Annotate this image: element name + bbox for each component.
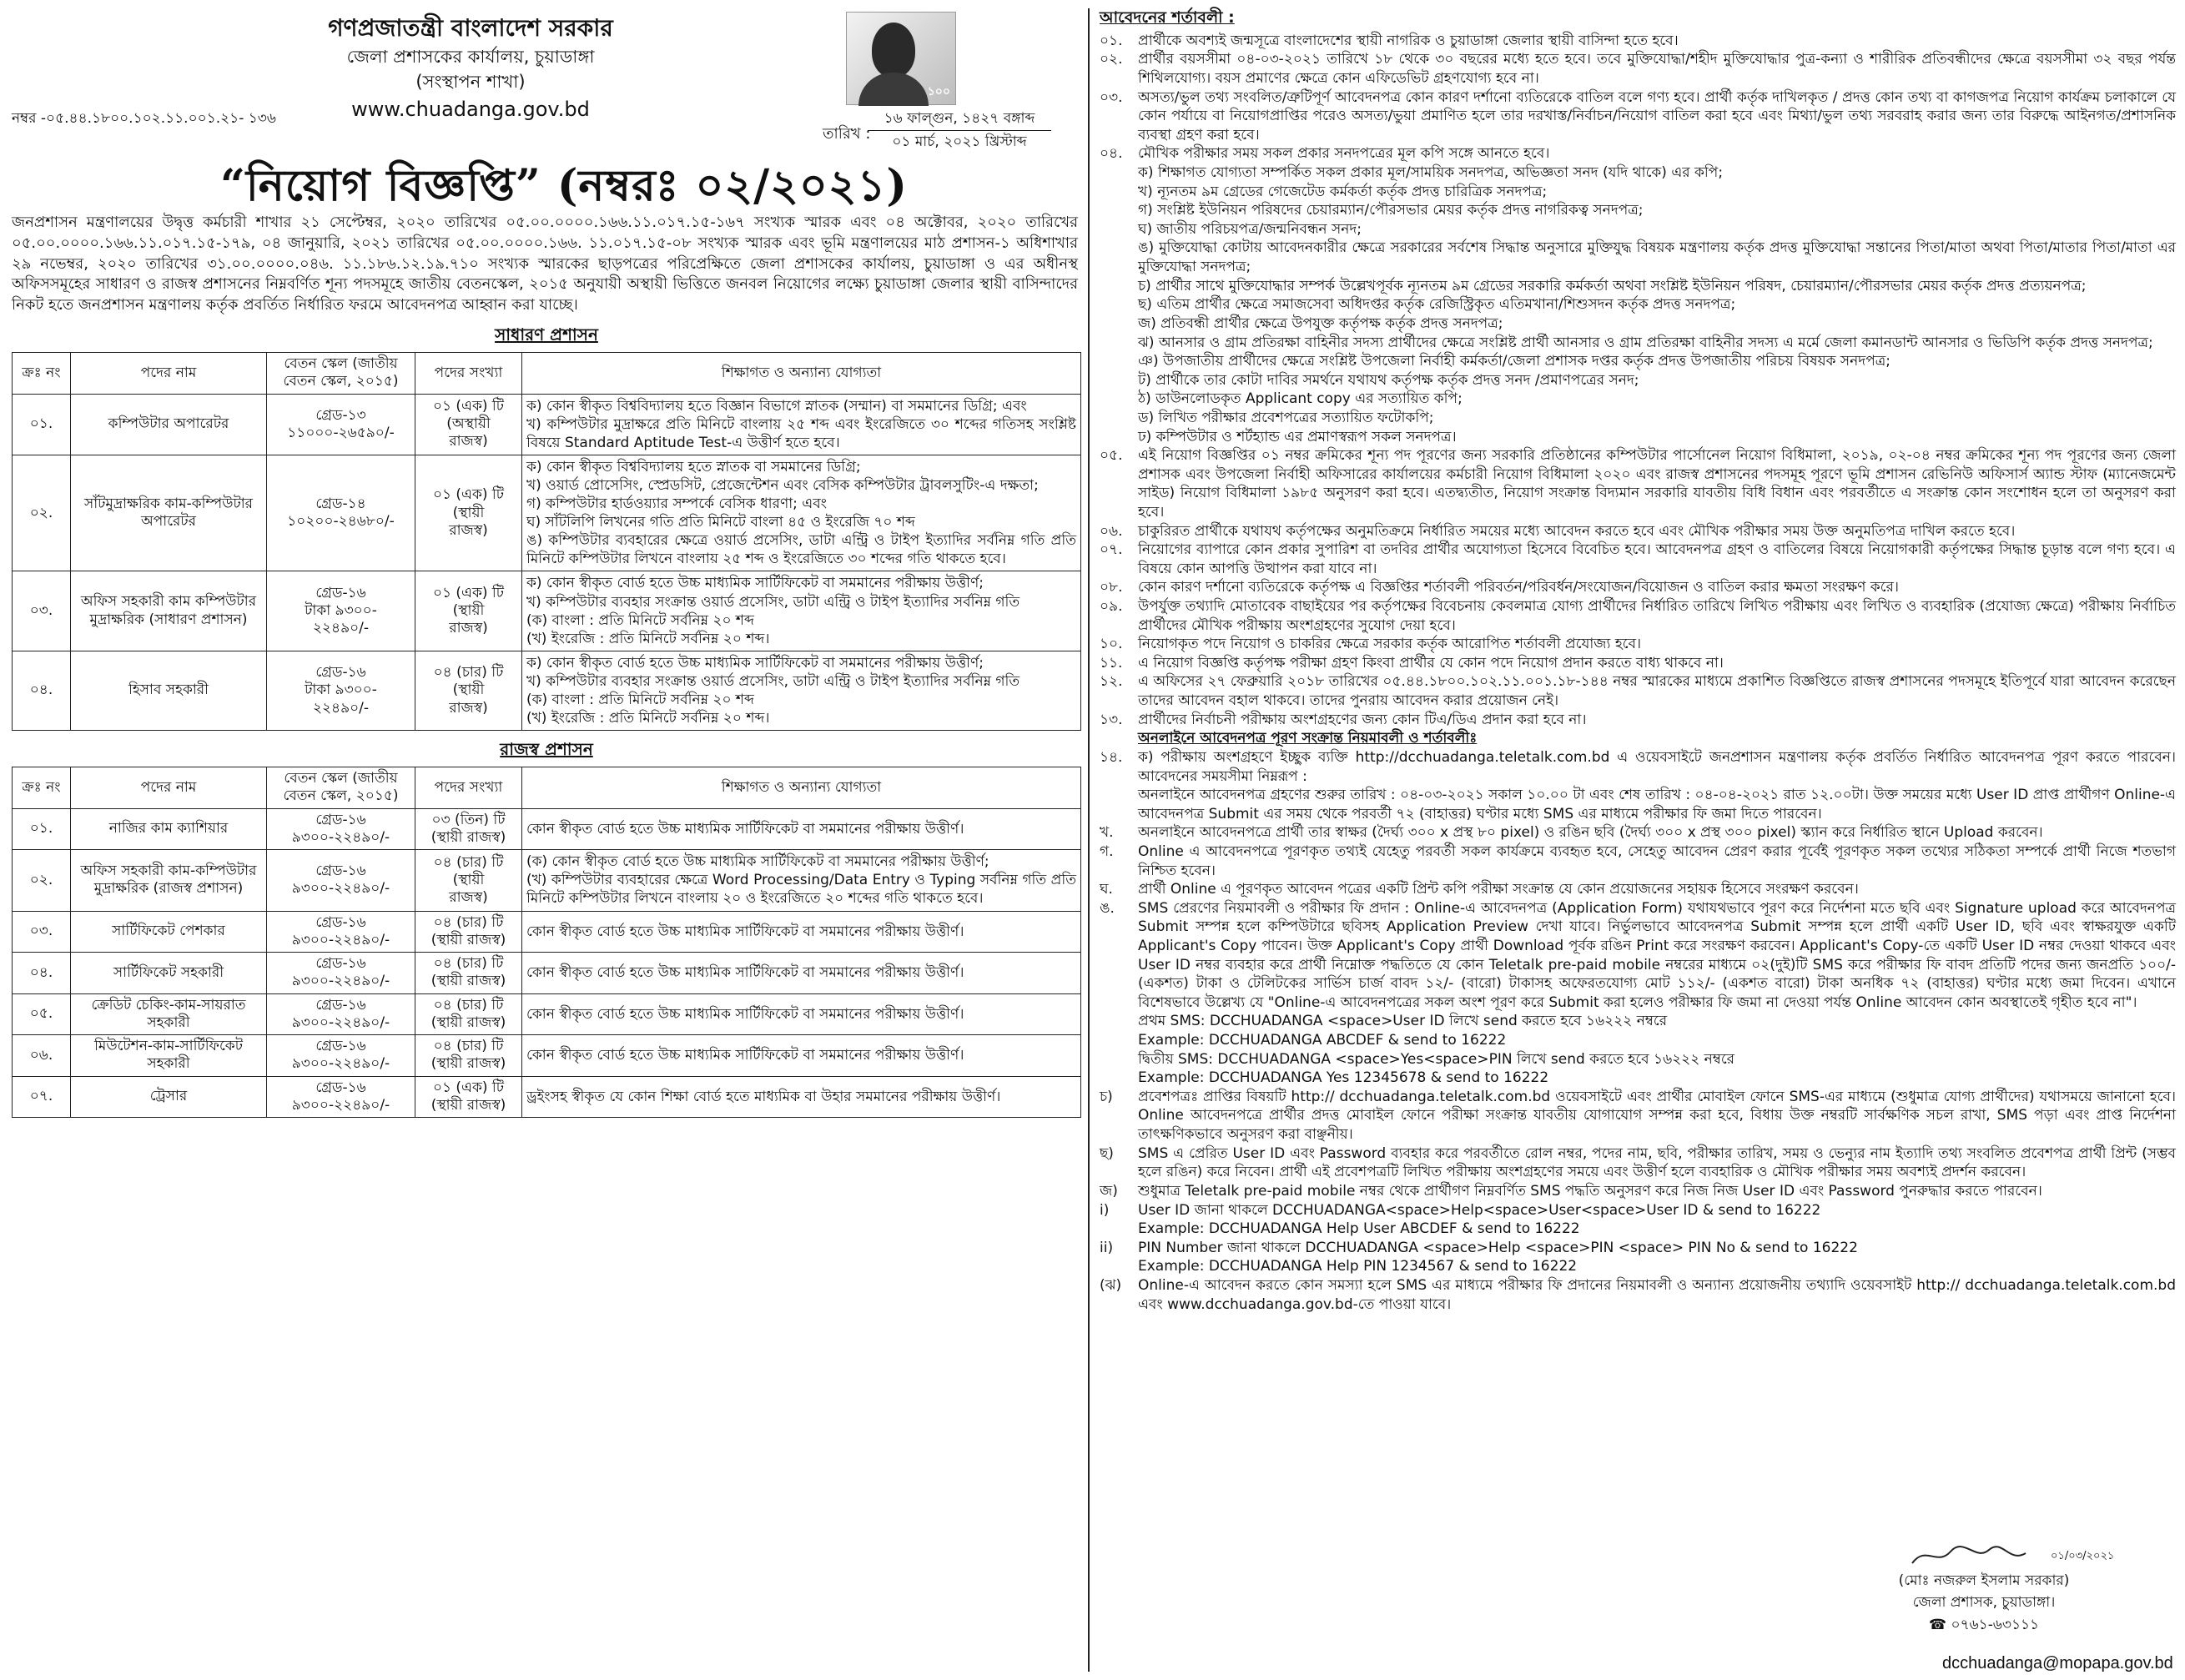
qualification-cell: (ক) কোন স্বীকৃত বোর্ড হতে উচ্চ মাধ্যমিক সার্টিফিকেট বা সমমানের পরীক্ষায় উত্তীর্ণ; (খ) কম্পিউটার ব্যবহারের ক্ষেত্রে Word Processing/Data Entry ও Typing সর্বনিম্ন গতি প্রতি মিনিটে কম্পিউটার লিখনে বাংলায় ২০ ও ইংরেজিতে ২০ শব্দের গতি থাকতে হবে। (522, 850, 1081, 911)
online-title: অনলাইনে আবেদনপত্র পূরণ সংক্রান্ত নিয়মাবলী ও শর্তাবলীঃ (1138, 730, 1478, 747)
section-title-general: সাধারণ প্রশাসন (495, 324, 598, 345)
qualification-cell: কোন স্বীকৃত বোর্ড হতে উচ্চ মাধ্যমিক সার্টিফিকেট বা সমমানের পরীক্ষায় উত্তীর্ণ। (522, 808, 1081, 850)
item-text: উপর্যুক্ত তথ্যাদি মোতাবেক বাছাইয়ের পর কর্তৃপক্ষের বিবেচনায় কেবলমাত্র যোগ্য প্রার্থীদের নির্ধারিত তারিখে লিখিত পরীক্ষায় এবং লিখিত ও ব্যবহারিক (প্রযোজ্য ক্ষেত্রে) পরীক্ষায় নির্বাচিত প্রার্থীদের মৌখিক পরীক্ষায় অংশগ্রহণের সুযোগ দেয়া হবে। (1138, 598, 2176, 634)
post-count-cell: ০১ (এক) টি (স্থায়ী রাজস্ব) (415, 571, 522, 651)
pay-scale-cell: গ্রেড-১৬ ৯৩০০-২২৪৯০/- (267, 1076, 415, 1118)
item-number: ০৩. (1100, 88, 1123, 106)
table-row (13, 911, 1081, 953)
condition-item (1100, 672, 2176, 710)
item-text: SMS এ প্রেরিত User ID এবং Password ব্যবহার করে পরবর্তীতে রোল নম্বর, পদের নাম, ছবি, পরীক্ষার তারিখ, সময় ও ভেন্যুর নাম ইত্যাদি তথ্য সংবলিত প্রবেশপত্র প্রার্থী প্রিন্ট (সম্ভব হলে রঙিন) করে নিবেন। প্রার্থী এই প্রবেশপত্রটি লিখিত পরীক্ষায় অংশগ্রহণের সময়ে এবং উত্তীর্ণ হলে ব্যবহারিক ও মৌখিক পরীক্ষার সময় অবশ্যই প্রদর্শন করবেন। (1138, 1144, 2176, 1181)
header-serial: ক্রঃ নং (13, 353, 71, 395)
online-rule-item (1100, 880, 2176, 899)
condition-item (1100, 597, 2176, 635)
item-text: প্রবেশপত্রঃ প্রাপ্তির বিষয়টি http:// dcchuadanga.teletalk.com.bd ওয়েবসাইটে এবং প্রার্থীর মোবাইল ফোনে SMS-এর মাধ্যমে (শুধুমাত্র যোগ্য প্রার্থীদের) যথাসময়ে জানানো হবে। Online আবেদনপত্রে প্রার্থীর প্রদত্ত মোবাইল ফোনে পরীক্ষা সংক্রান্ত যাবতীয় যোগাযোগ সম্পন্ন করা হবে, বিধায় উক্ত নম্বরটি সার্বক্ষণিক সচল রাখা, SMS পড়া এবং প্রাপ্ত নির্দেশনা তাৎক্ষণিকভাবে অনুসরণ করা বাঞ্ছনীয়। (1138, 1088, 2176, 1144)
item-number: খ. (1100, 824, 1114, 842)
signatory-title: জেলা প্রশাসক, চুয়াডাঙ্গা। (1912, 1594, 2056, 1612)
header-serial: ক্রঃ নং (13, 767, 71, 809)
pay-scale-cell: গ্রেড-১৬ টাকা ৯৩০০- ২২৪৯০/- (267, 571, 415, 651)
post-count-cell: ০৪ (চার) টি (স্থায়ী রাজস্ব) (415, 911, 522, 953)
post-name-cell: কম্পিউটার অপারেটর (71, 394, 267, 455)
item-number: জ) (1100, 1182, 1118, 1200)
post-name-cell: মিউটেশন-কাম-সার্টিফিকেট সহকারী (71, 1035, 267, 1077)
table-row (13, 953, 1081, 994)
item-text: SMS প্রেরণের নিয়মাবলী ও পরীক্ষার ফি প্রদান : Online-এ আবেদনপত্র (Application Form) যথাযথভাবে পূরণ করে নির্দেশনা মতে ছবি এবং Signature upload করে আবেদনপত্র Submit সম্পন্ন হলে কম্পিউটারে ছবিসহ Application Preview দেখা যাবে। নির্ভুলভাবে আবেদনপত্র Submit সম্পন্ন হলে প্রার্থী একটি User ID, ছবি এবং স্বাক্ষরযুক্ত একটি Applicant's Copy পাবেন। উক্ত Applicant's Copy প্রার্থী Download পূর্বক রঙিন Print করে সংরক্ষণ করবেন। Applicant's Copy-তে একটি User ID নম্বর দেওয়া থাকবে এবং User ID নম্বর ব্যবহার করে প্রার্থী নিম্নোক্ত পদ্ধতিতে যে কোন Teletalk pre-paid mobile নম্বরের মাধ্যমে ০২(দুই)টি SMS করে পরীক্ষার ফি বাবদ প্রতিটি পদের জন্য জনপ্রতি ১০০/- (একশত) টাকা ও টেলিটকের সার্ভিস চার্জ বাবদ ১২/- (বারো) টাকাসহ অফেরতযোগ্য মোট ১১২/- (একশত বারো) টাকা অনধিক ৭২ (বাহাত্তর) ঘণ্টার মধ্যে জমা দিবেন। এখানে বিশেষভাবে উল্লেখ্য যে "Online-এ আবেদনপত্রের সকল অংশ পূরণ করে Submit করা হলেও পরীক্ষার ফি জমা না দেওয়া পর্যন্ত Online আবেদন কোন অবস্থাতেই গৃহীত হবে না"। প্রথম SMS: DCCHUADANGA <space>User ID লিখে send করতে হবে ১৬২২২ নম্বরে Example: DCCHUADANGA ABCDEF & send to 16222 দ্বিতীয় SMS: DCCHUADANGA <space>Yes<space>PIN লিখে send করতে হবে ১৬২২২ নম্বরে Example: DCCHUADANGA Yes 12345678 & send to 16222 (1138, 899, 2176, 1087)
item-text: অসত্য/ভুল তথ্য সংবলিত/ত্রুটিপূর্ণ আবেদনপত্র কোন কারণ দর্শানো ব্যতিরেকে বাতিল বলে গণ্য হবে। প্রার্থী কর্তৃক দাখিলকৃত / প্রদত্ত কোন তথ্য বা কাগজপত্র নিয়োগ কার্যক্রম চলাকালে যে কোন পর্যায়ে বা নিয়োগপ্রাপ্তির পরেও অসত্য/ভুয়া প্রমাণিত হলে তার দরখাস্ত/নির্বাচন/নিয়োগ বাতিল করা হবে এবং মিথ্যা/ভুল তথ্য সরবরাহ করার জন্য তার বিরুদ্ধে আইনগত/প্রশাসনিক ব্যবস্থা গ্রহণ করা হবে। (1138, 88, 2176, 143)
qualification-cell: কোন স্বীকৃত বোর্ড হতে উচ্চ মাধ্যমিক সার্টিফিকেট বা সমমানের পরীক্ষায় উত্তীর্ণ। (522, 1035, 1081, 1077)
page-title: “নিয়োগ বিজ্ঞপ্তি” (নম্বরঃ ০২/২০২১) (220, 160, 908, 211)
condition-item (1100, 50, 2176, 88)
date-english: ০১ মার্চ, ২০২১ খ্রিস্টাব্দ (892, 133, 1027, 151)
qualification-cell: কোন স্বীকৃত বোর্ড হতে উচ্চ মাধ্যমিক সার্টিফিকেট বা সমমানের পরীক্ষায় উত্তীর্ণ। (522, 993, 1081, 1035)
post-name-cell: সাঁটমুদ্রাক্ষরিক কাম-কম্পিউটার অপারেটর (71, 455, 267, 571)
item-number: ০১. (1100, 32, 1123, 49)
serial-cell: ০৪. (13, 953, 71, 994)
header-post: পদের নাম (71, 353, 267, 395)
item-number: ১০. (1100, 636, 1123, 653)
item-text: চাকুরিরত প্রার্থীকে যথাযথ কর্তৃপক্ষের অনুমতিক্রমে নির্ধারিত সময়ের মধ্যে আবেদন করতে হবে এবং মৌখিক পরীক্ষার সময় উক্ত অনুমতিপত্র দাখিল করতে হবে। (1138, 522, 2016, 540)
item-text: প্রার্থী Online এ পূরণকৃত আবেদন পত্রের একটি প্রিন্ট কপি পরীক্ষা সংক্রান্ত যে কোন প্রয়োজনের সহায়ক হিসেবে সংরক্ষণ করবেন। (1138, 881, 1859, 898)
signature-image (1800, 1542, 2167, 1570)
item-number: i) (1100, 1201, 1110, 1219)
item-number: চ) (1100, 1088, 1113, 1105)
item-number: ১২. (1100, 673, 1123, 691)
online-title-row (1100, 729, 2176, 748)
item-text: প্রার্থীর বয়সসীমা ০৪-০৩-২০২১ তারিখে ১৮ থেকে ৩০ বছরের মধ্যে হতে হবে। তবে মুক্তিযোদ্ধা/শহীদ মুক্তিযোদ্ধার পুত্র-কন্যা ও শারীরিক প্রতিবন্ধীদের ক্ষেত্রে বয়সসীমা ৩২ বছর পর্যন্ত শিথিলযোগ্য। বয়স প্রমাণের ক্ষেত্রে কোন এফিডেভিট গ্রহণযোগ্য হবে না। (1138, 51, 2176, 87)
right-column (1100, 8, 2176, 1672)
item-number: গ. (1100, 843, 1114, 860)
post-count-cell: ০৪ (চার) টি (স্থায়ী রাজস্ব) (415, 953, 522, 994)
qualification-cell: ক) কোন স্বীকৃত বোর্ড হতে উচ্চ মাধ্যমিক সার্টিফিকেট বা সমমানের পরীক্ষায় উত্তীর্ণ; খ) কম্পিউটার ব্যবহার সংক্রান্ত ওয়ার্ড প্রসেসিং, ডাটা এন্ট্রি ও টাইপ ইত্যাদির সর্বনিম্ন গতি (ক) বাংলা : প্রতি মিনিটে সর্বনিম্ন ২০ শব্দ (খ) ইংরেজি : প্রতি মিনিটে সর্বনিম্ন ২০ শব্দ। (522, 651, 1081, 730)
pay-scale-cell: গ্রেড-১৬ ৯৩০০-২২৪৯০/- (267, 911, 415, 953)
qualification-cell: ক) কোন স্বীকৃত বিশ্ববিদ্যালয় হতে স্নাতক বা সমমানের ডিগ্রি; খ) ওয়ার্ড প্রোসেসিং, স্প্রেডসিট, প্রেজেন্টেশন এবং বেসিক কম্পিউটার ট্রাবলসুটিং-এ দক্ষতা; গ) কম্পিউটার হার্ডওয়্যার সম্পর্কে বেসিক ধারণা; এবং ঘ) সাঁটলিপি লিখনের গতি প্রতি মিনিটে বাংলা ৪৫ ও ইংরেজি ৭০ শব্দ ঙ) কম্পিউটার ব্যবহারের ক্ষেত্রে ওয়ার্ড প্রসেসিং, ডাটা এন্ট্রি ও টাইপ ইত্যাদির সর্বনিম্ন গতি প্রতি মিনিটে কম্পিউটার লিখনে বাংলায় ২৫ শব্দ ও ইংরেজিতে ৩০ শব্দের গতি থাকতে হবে। (522, 455, 1081, 571)
serial-cell: ০৪. (13, 651, 71, 730)
item-number: ঘ. (1100, 881, 1113, 898)
header (12, 8, 1081, 211)
serial-cell: ০১. (13, 808, 71, 850)
post-count-cell: ০৪ (চার) টি (স্থায়ী রাজস্ব) (415, 850, 522, 911)
section-title-revenue: রাজস্ব প্রশাসন (500, 739, 593, 760)
item-text: কোন কারণ দর্শানো ব্যতিরেকে কর্তৃপক্ষ এ বিজ্ঞপ্তির শর্তাবলী পরিবর্তন/পরিবর্ধন/সংযোজন/বিয়োজন ও বাতিল করার ক্ষমতা সংরক্ষণ করে। (1138, 579, 1899, 596)
condition-item (1100, 541, 2176, 578)
item-number: ০২. (1100, 51, 1123, 68)
condition-item (1100, 446, 2176, 521)
serial-cell: ০৫. (13, 993, 71, 1035)
item-text: শুধুমাত্র Teletalk pre-paid mobile নম্বর থেকে প্রার্থীগণ নিম্নবর্ণিত SMS পদ্ধতি অনুসরণ করে নিজ নিজ User ID এবং Password পুনরুদ্ধার করতে পারবেন। (1138, 1182, 2042, 1200)
post-count-cell: ০১ (এক) টি (স্থায়ী রাজস্ব) (415, 1076, 522, 1118)
post-count-cell: ০৪ (চার) টি (স্থায়ী রাজস্ব) (415, 651, 522, 730)
pay-scale-cell: গ্রেড-১৬ টাকা ৯৩০০- ২২৪৯০/- (267, 651, 415, 730)
website-link[interactable]: www.chuadanga.gov.bd (351, 97, 590, 121)
item-text: প্রার্থীদের নির্বাচনী পরীক্ষায় অংশগ্রহণের জন্য কোন টিএ/ডিএ প্রদান করা হবে না। (1138, 711, 1587, 728)
qualification-cell: ক) কোন স্বীকৃত বোর্ড হতে উচ্চ মাধ্যমিক সার্টিফিকেট বা সমমানের পরীক্ষায় উত্তীর্ণ; খ) কম্পিউটার ব্যবহার সংক্রান্ত ওয়ার্ড প্রসেসিং, ডাটা এন্ট্রি ও টাইপ ইত্যাদির সর্বনিম্ন গতি (ক) বাংলা : প্রতি মিনিটে সর্বনিম্ন ২০ শব্দ (খ) ইংরেজি : প্রতি মিনিটে সর্বনিম্ন ২০ শব্দ। (522, 571, 1081, 651)
pay-scale-cell: গ্রেড-১৬ ৯৩০০-২২৪৯০/- (267, 1035, 415, 1077)
table-row (13, 1076, 1081, 1118)
online-rule-item (1100, 1182, 2176, 1201)
pay-scale-cell: গ্রেড-১৬ ৯৩০০-২২৪৯০/- (267, 953, 415, 994)
item-number: ১১. (1100, 654, 1123, 671)
item-text: মৌখিক পরীক্ষার সময় সকল প্রকার সনদপত্রের মূল কপি সঙ্গে আনতে হবে। ক) শিক্ষাগত যোগ্যতা সম্পর্কিত সকল প্রকার মূল/সাময়িক সনদপত্র, অভিজ্ঞতা সনদ (যদি থাকে) এর কপি; খ) ন্যূনতম ৯ম গ্রেডের গেজেটেড কর্মকর্তা কর্তৃক প্রদত্ত চারিত্রিক সনদপত্র; গ) সংশ্লিষ্ট ইউনিয়ন পরিষদের চেয়ারম্যান/পৌরসভার মেয়র কর্তৃক প্রদত্ত নাগরিকত্ব সনদপত্র; ঘ) জাতীয় পরিচয়পত্র/জন্মনিবন্ধন সনদ; ঙ) মুক্তিযোদ্ধা কোটায় আবেদনকারীর ক্ষেত্রে সরকারের সর্বশেষ সিদ্ধান্ত অনুসারে মুক্তিযুদ্ধ বিষয়ক মন্ত্রণালয় কর্তৃক প্রদত্ত মুক্তিযোদ্ধা সন্তানের পিতা/মাতা অথবা পিতা/মাতার পিতা/মাতা এর মুক্তিযোদ্ধা সনদপত্র; চ) প্রার্থীর সাথে মুক্তিযোদ্ধার সম্পর্ক উল্লেখপূর্বক ন্যূনতম ৯ম গ্রেডের সরকারি কর্মকর্তা অথবা সংশ্লিষ্ট ইউনিয়ন পরিষদ, চেয়ারম্যান/পৌরসভার মেয়র কর্তৃক প্রদত্ত প্রত্যয়নপত্র; ছ) এতিম প্রার্থীর ক্ষেত্রে সমাজসেবা অধিদপ্তর কর্তৃক রেজিস্ট্রিকৃত এতিমখানা/শিশুসদন কর্তৃক প্রদত্ত সনদপত্র; জ) প্রতিবন্ধী প্রার্থীর ক্ষেত্রে উপযুক্ত কর্তৃপক্ষ কর্তৃক প্রদত্ত সনদপত্র; ঝ) আনসার ও গ্রাম প্রতিরক্ষা বাহিনীর সদস্য প্রার্থীদের ক্ষেত্রে সংশ্লিষ্ট প্রার্থী আনসার ও গ্রাম প্রতিরক্ষা বাহিনীর সদস্য এ মর্মে জেলা কমানডান্ট আনসার ও ভিডিপি কর্তৃক প্রদত্ত সনদপত্র; ঞ) উপজাতীয় প্রার্থীদের ক্ষেত্রে সংশ্লিষ্ট উপজেলা নির্বাহী কর্মকর্তা/জেলা প্রশাসক দপ্তর কর্তৃক প্রদত্ত উপজাতীয় পরিচয় বিষয়ক সনদপত্র; ট) প্রার্থীকে তার কোটা দাবির সমর্থনে যথাযথ কর্তৃপক্ষ কর্তৃক প্রদত্ত সনদ /প্রমাণপত্রের সনদ; ঠ) ডাউনলোডকৃত Applicant copy এর সত্যায়িত কপি; ড) লিখিত পরীক্ষার প্রবেশপত্রের সত্যায়িত ফটোকপি; ঢ) কম্পিউটার ও শর্টহ্যান্ড এর প্রমাণস্বরূপ সকল সনদপত্র। (1138, 145, 2176, 445)
signatory-name: (মোঃ নজরুল ইসলাম সরকার) (1898, 1572, 2070, 1589)
serial-cell: ০৭. (13, 1076, 71, 1118)
item-text: অনলাইনে আবেদনপত্রে প্রার্থী তার স্বাক্ষর (দৈর্ঘ্য ৩০০ x প্রস্থ ৮০ pixel) ও রঙিন ছবি (দৈর্ঘ্য ৩০০ x প্রস্থ ৩০০ pixel) স্ক্যান করে নির্ধারিত স্থানে Upload করবেন। (1138, 824, 2043, 842)
pay-scale-cell: গ্রেড-১৪ ১০২০০-২৪৬৮০/- (267, 455, 415, 571)
conditions-list (1100, 32, 2176, 730)
post-count-cell: ০৩ (তিন) টি (স্থায়ী রাজস্ব) (415, 808, 522, 850)
revenue-table-body (13, 808, 1081, 1117)
condition-item (1100, 578, 2176, 597)
table-row (13, 394, 1081, 455)
government-name: গণপ্রজাতন্ত্রী বাংলাদেশ সরকার (328, 14, 613, 42)
online-rule-item (1100, 748, 2176, 823)
item-text: এই নিয়োগ বিজ্ঞপ্তির ০১ নম্বর ক্রমিকের শূন্য পদ পূরণের জন্য সরকারি প্রতিষ্ঠানের কম্পিউটার পার্সোনেল নিয়োগ বিধিমালা, ২০১৯, ০২-০৪ নম্বর ক্রমিকের শূন্য পদ পূরণের জন্য জেলা প্রশাসক এবং উপজেলা নির্বাহী অফিসারের কার্যালয়ের কর্মচারী নিয়োগ বিধিমালা ২০২০ এবং রাজস্ব প্রশাসনের পদসমূহ পূরণে ভূমি প্রশাসন রেভিনিউ অফিসার্স অ্যান্ড স্টাফ (ম্যানেজমেন্ট সাইড) নিয়োগ বিধিমালা ১৯৮৫ অনুসরণ করা হবে। এতদ্ব্যতীত, নিয়োগ সংক্রান্ত বিদ্যমান সরকারি যাবতীয় বিধি বিধান এবং পরবর্তীতে এ সংক্রান্ত কোন সংশোধন হলে তা অনুসরণ করা হবে। (1138, 447, 2176, 521)
header-count: পদের সংখ্যা (415, 353, 522, 395)
item-text: নিয়োগকৃত পদে নিয়োগ ও চাকরির ক্ষেত্রে সরকার কর্তৃক আরোপিত শর্তাবলী প্রযোজ্য হবে। (1138, 636, 1642, 653)
online-rule-item (1100, 823, 2176, 843)
online-rule-item (1100, 1276, 2176, 1314)
condition-item (1100, 32, 2176, 51)
revenue-posts-table (12, 767, 1081, 1118)
post-count-cell: ০১ (এক) টি (অস্থায়ী রাজস্ব) (415, 394, 522, 455)
online-rule-item (1100, 1088, 2176, 1144)
header-qualification: শিক্ষাগত ও অন্যান্য যোগ্যতা (522, 353, 1081, 395)
serial-cell: ০১. (13, 394, 71, 455)
portrait-image: ১০০ (846, 12, 956, 105)
condition-item (1100, 88, 2176, 145)
item-number: ১৪. (1100, 748, 1123, 766)
office-name: জেলা প্রশাসকের কার্যালয়, চুয়াডাঙ্গা (346, 47, 595, 67)
serial-cell: ০২. (13, 455, 71, 571)
qualification-cell: ক) কোন স্বীকৃত বিশ্ববিদ্যালয় হতে বিজ্ঞান বিভাগে স্নাতক (সম্মান) বা সমমানের ডিগ্রি; এবং খ) কম্পিউটার মুদ্রাক্ষরে প্রতি মিনিটে বাংলায় ২৫ শব্দ এবং ইংরেজিতে ৩০ শব্দের গতিসহ সংশ্লিষ্ট বিষয়ে Standard Aptitude Test-এ উত্তীর্ণ হতে হবে। (522, 394, 1081, 455)
item-number: ০৭. (1100, 541, 1123, 559)
item-text: PIN Number জানা থাকলে DCCHUADANGA <space>Help <space>PIN <space> PIN No & send to 16222 Example: DCCHUADANGA Help PIN 1234567 & send to 16222 (1138, 1239, 1858, 1275)
qualification-cell: ড্রইংসহ স্বীকৃত যে কোন শিক্ষা বোর্ড হতে মাধ্যমিক বা উহার সমমানের পরীক্ষায় উত্তীর্ণ। (522, 1076, 1081, 1118)
online-rule-item (1100, 899, 2176, 1088)
item-number: ঙ. (1100, 899, 1115, 917)
condition-item (1100, 522, 2176, 541)
item-text: Online এ আবেদনপত্রে পূরণকৃত তথ্যই যেহেতু পরবর্তী সকল কার্যক্রমে ব্যবহৃত হবে, সেহেতু আবেদন প্রেরণ করার পূর্বেই পূরণকৃত সকল তথ্যের সঠিকতা সম্পর্কে প্রার্থী নিজে শতভাগ নিশ্চিত হবেন। (1138, 843, 2176, 879)
item-text: ক) পরীক্ষায় অংশগ্রহণে ইচ্ছুক ব্যক্তি http://dcchuadanga.teletalk.com.bd এ ওয়েবসাইটে জনপ্রশাসন মন্ত্রণালয় কর্তৃক প্রবর্তিত নির্ধারিত আবেদনপত্র পূরণ করতে পারবেন। আবেদনের সময়সীমা নিম্নরূপ : অনলাইনে আবেদনপত্র গ্রহণের শুরুর তারিখ : ০৪-০৩-২০২১ সকাল ১০.০০ টা এবং শেষ তারিখ : ০৪-০৪-২০২১ রাত ১২.০০টা। উক্ত সময়ের মধ্যে User ID প্রাপ্ত প্রার্থীগণ Online-এ আবেদনপত্র Submit এর সময় থেকে পরবর্তী ৭২ (বাহাত্তর) ঘণ্টার মধ্যে SMS এর মাধ্যমে পরীক্ষার ফি জমা দিতে পারবেন। (1138, 748, 2176, 822)
condition-item (1100, 654, 2176, 673)
item-text: নিয়োগের ব্যাপারে কোন প্রকার সুপারিশ বা তদবির প্রার্থীর অযোগ্যতা হিসেবে বিবেচিত হবে। আবেদনপত্র গ্রহণ ও বাতিলের বিষয়ে নিয়োগকারী কর্তৃপক্ষের সিদ্ধান্ত চূড়ান্ত বলে গণ্য হবে। এ বিষয়ে কোন আপত্তি উত্থাপন করা যাবে না। (1138, 541, 2176, 577)
item-number: (ঝ) (1100, 1276, 1122, 1294)
item-number: ii) (1100, 1239, 1114, 1256)
header-center (179, 13, 763, 122)
header-scale: বেতন স্কেল (জাতীয় বেতন স্কেল, ২০১৫) (267, 767, 415, 809)
signature-block (1800, 1542, 2167, 1636)
table-header-row (13, 767, 1081, 809)
serial-cell: ০৩. (13, 571, 71, 651)
post-count-cell: ০১ (এক) টি (স্থায়ী রাজস্ব) (415, 455, 522, 571)
item-number: ১৩. (1100, 711, 1123, 728)
signatory-phone: ☎ ০৭৬১-৬৩১১১ (1928, 1616, 2040, 1633)
contact-email[interactable]: dcchuadanga@mopapa.gov.bd (1942, 1654, 2173, 1672)
serial-cell: ০৩. (13, 911, 71, 953)
table-row (13, 455, 1081, 571)
item-text: এ অফিসের ২৭ ফেব্রুয়ারি ২০১৮ তারিখের ০৫.৪৪.১৮০০.১০২.১১.০০১.১৮-১৪৪ নম্বর স্মারকের মাধ্যমে প্রকাশিত বিজ্ঞপ্তিতে রাজস্ব প্রশাসনের পদসমূহে ইতিপূর্বে যারা আবেদন করেছেন তাদের আবেদন বহাল থাকবে। তাদের পুনরায় আবেদন করার প্রয়োজন নেই। (1138, 673, 2176, 710)
pay-scale-cell: গ্রেড-১৬ ৯৩০০-২২৪৯০/- (267, 993, 415, 1035)
serial-cell: ০২. (13, 850, 71, 911)
item-number: ছ) (1100, 1144, 1114, 1162)
memo-number: নম্বর -০৫.৪৪.১৮০০.১০২.১১.০০১.২১- ১৩৬ (12, 110, 276, 127)
item-text: প্রার্থীকে অবশ্যই জন্মসূত্রে বাংলাদেশের স্থায়ী নাগরিক ও চুয়াডাঙ্গা জেলার স্থায়ী বাসিন্দা হতে হবে। (1138, 32, 1679, 49)
item-text: এ নিয়োগ বিজ্ঞপ্তি কর্তৃপক্ষ পরীক্ষা গ্রহণ কিংবা প্রার্থীর যে কোন পদে নিয়োগ প্রদান করতে বাধ্য থাকবে না। (1138, 654, 1724, 671)
intro-paragraph: জনপ্রশাসন মন্ত্রণালয়ের উদ্বৃত্ত কর্মচারী শাখার ২১ সেপ্টেম্বর, ২০২০ তারিখের ০৫.০০.০০০০.১৬৬.১১.০১৭.১৫-১৬৭ সংখ্যক স্মারক এবং ০৪ অক্টোবর, ২০২০ তারিখের ০৫.০০.০০০০.১৬৬.১১.০১৭.১৫-১৭৯, ০৪ জানুয়ারি, ২০২১ তারিখের ০৫.০০.০০০০.১৬৬. ১১.০১৭.১৫-০৮ সংখ্যক স্মারক এবং ভূমি মন্ত্রণালয়ের মাঠ প্রশাসন-১ অধিশাখার ২৯ নভেম্বর, ২০২০ তারিখের ৩১.০০.০০০০.০৪৬. ১১.১৮৬.১২.১৯.৭১০ সংখ্যক স্মারকের ছাড়পত্রের পরিপ্রেক্ষিতে জেলা প্রশাসকের কার্যালয়, চুয়াডাঙ্গা ও এর অধীনস্থ অফিসসমূহের সাধারণ ও রাজস্ব প্রশাসনের নিম্নবর্ণিত শূন্য পদসমূহে জাতীয় বেতনস্কেল, ২০১৫ অনুযায়ী অস্থায়ী ভিত্তিতে জনবল নিয়োগের লক্ষ্যে চুয়াডাঙ্গা জেলার স্থায়ী বাসিন্দাদের নিকট হতে জনপ্রশাসন মন্ত্রণালয় কর্তৃক প্রবর্তিত নির্ধারিত ফরমে আবেদনপত্র আহ্বান করা যাচ্ছে। (12, 214, 1078, 314)
table-row (13, 993, 1081, 1035)
item-number: ০৪. (1100, 145, 1123, 163)
date-label: তারিখ : (823, 125, 871, 143)
post-name-cell: অফিস সহকারী কাম-কম্পিউটার মুদ্রাক্ষরিক (রাজস্ব প্রশাসন) (71, 850, 267, 911)
header-scale: বেতন স্কেল (জাতীয় বেতন স্কেল, ২০১৫) (267, 353, 415, 395)
qualification-cell: কোন স্বীকৃত বোর্ড হতে উচ্চ মাধ্যমিক সার্টিফিকেট বা সমমানের পরীক্ষায় উত্তীর্ণ। (522, 953, 1081, 994)
item-text: Online-এ আবেদন করতে কোন সমস্যা হলে SMS এর মাধ্যমে পরীক্ষার ফি প্রদানের নিয়মাবলী ও অন্যান্য প্রয়োজনীয় তথ্যাদি ওয়েবসাইট http:// dcchuadanga.teletalk.com.bd এবং www.dcchuadanga.gov.bd-তে পাওয়া যাবে। (1138, 1276, 2176, 1313)
general-posts-table (12, 352, 1081, 731)
left-column (12, 8, 1081, 1672)
table-row (13, 1035, 1081, 1077)
post-name-cell: ক্রেডিট চেকিং-কাম-সায়রাত সহকারী (71, 993, 267, 1035)
header-count: পদের সংখ্যা (415, 767, 522, 809)
post-name-cell: নাজির কাম ক্যাশিয়ার (71, 808, 267, 850)
item-number: ০৮. (1100, 579, 1123, 596)
table-row (13, 651, 1081, 730)
post-name-cell: ট্রেসার (71, 1076, 267, 1118)
post-name-cell: অফিস সহকারী কাম কম্পিউটার মুদ্রাক্ষরিক (সাধারণ প্রশাসন) (71, 571, 267, 651)
post-count-cell: ০৪ (চার) টি (স্থায়ী রাজস্ব) (415, 1035, 522, 1077)
online-rule-item (1100, 1239, 2176, 1276)
header-post: পদের নাম (71, 767, 267, 809)
column-divider (1088, 8, 1090, 1672)
post-name-cell: সার্টিফিকেট সহকারী (71, 953, 267, 994)
qualification-cell: কোন স্বীকৃত বোর্ড হতে উচ্চ মাধ্যমিক সার্টিফিকেট বা সমমানের পরীক্ষায় উত্তীর্ণ। (522, 911, 1081, 953)
date-block (868, 110, 1051, 152)
table-row (13, 571, 1081, 651)
serial-cell: ০৬. (13, 1035, 71, 1077)
post-name-cell: হিসাব সহকারী (71, 651, 267, 730)
item-number: ০৯. (1100, 598, 1123, 616)
item-text: User ID জানা থাকলে DCCHUADANGA<space>Help<space>User<space>User ID & send to 16222 Example: DCCHUADANGA Help User ABCDEF & send to 16222 (1138, 1201, 1821, 1238)
post-name-cell: সার্টিফিকেট পেশকার (71, 911, 267, 953)
online-rule-item (1100, 1201, 2176, 1239)
online-list (1100, 748, 2176, 1314)
signature-date: ০১/০৩/২০২১ (2051, 1550, 2115, 1562)
table-header-row (13, 353, 1081, 395)
condition-item (1100, 144, 2176, 446)
condition-item (1100, 635, 2176, 654)
pay-scale-cell: গ্রেড-১৬ ৯৩০০-২২৪৯০/- (267, 808, 415, 850)
conditions-title: আবেদনের শর্তাবলী : (1100, 8, 1235, 27)
item-number: ০৫. (1100, 447, 1123, 465)
table-row (13, 850, 1081, 911)
date-bangla: ১৬ ফাল্গুন, ১৪২৭ বঙ্গাব্দ (884, 110, 1035, 127)
item-number: ০৬. (1100, 522, 1123, 540)
table-row (13, 808, 1081, 850)
online-rule-item (1100, 843, 2176, 880)
online-rule-item (1100, 1144, 2176, 1182)
header-qualification: শিক্ষাগত ও অন্যান্য যোগ্যতা (522, 767, 1081, 809)
general-table-body (13, 394, 1081, 731)
pay-scale-cell: গ্রেড-১৩ ১১০০০-২৬৫৯০/- (267, 394, 415, 455)
condition-item (1100, 711, 2176, 730)
post-count-cell: ০৪ (চার) টি (স্থায়ী রাজস্ব) (415, 993, 522, 1035)
branch-name: (সংস্থাপন শাখা) (415, 72, 526, 93)
pay-scale-cell: গ্রেড-১৬ ৯৩০০-২২৪৯০/- (267, 850, 415, 911)
